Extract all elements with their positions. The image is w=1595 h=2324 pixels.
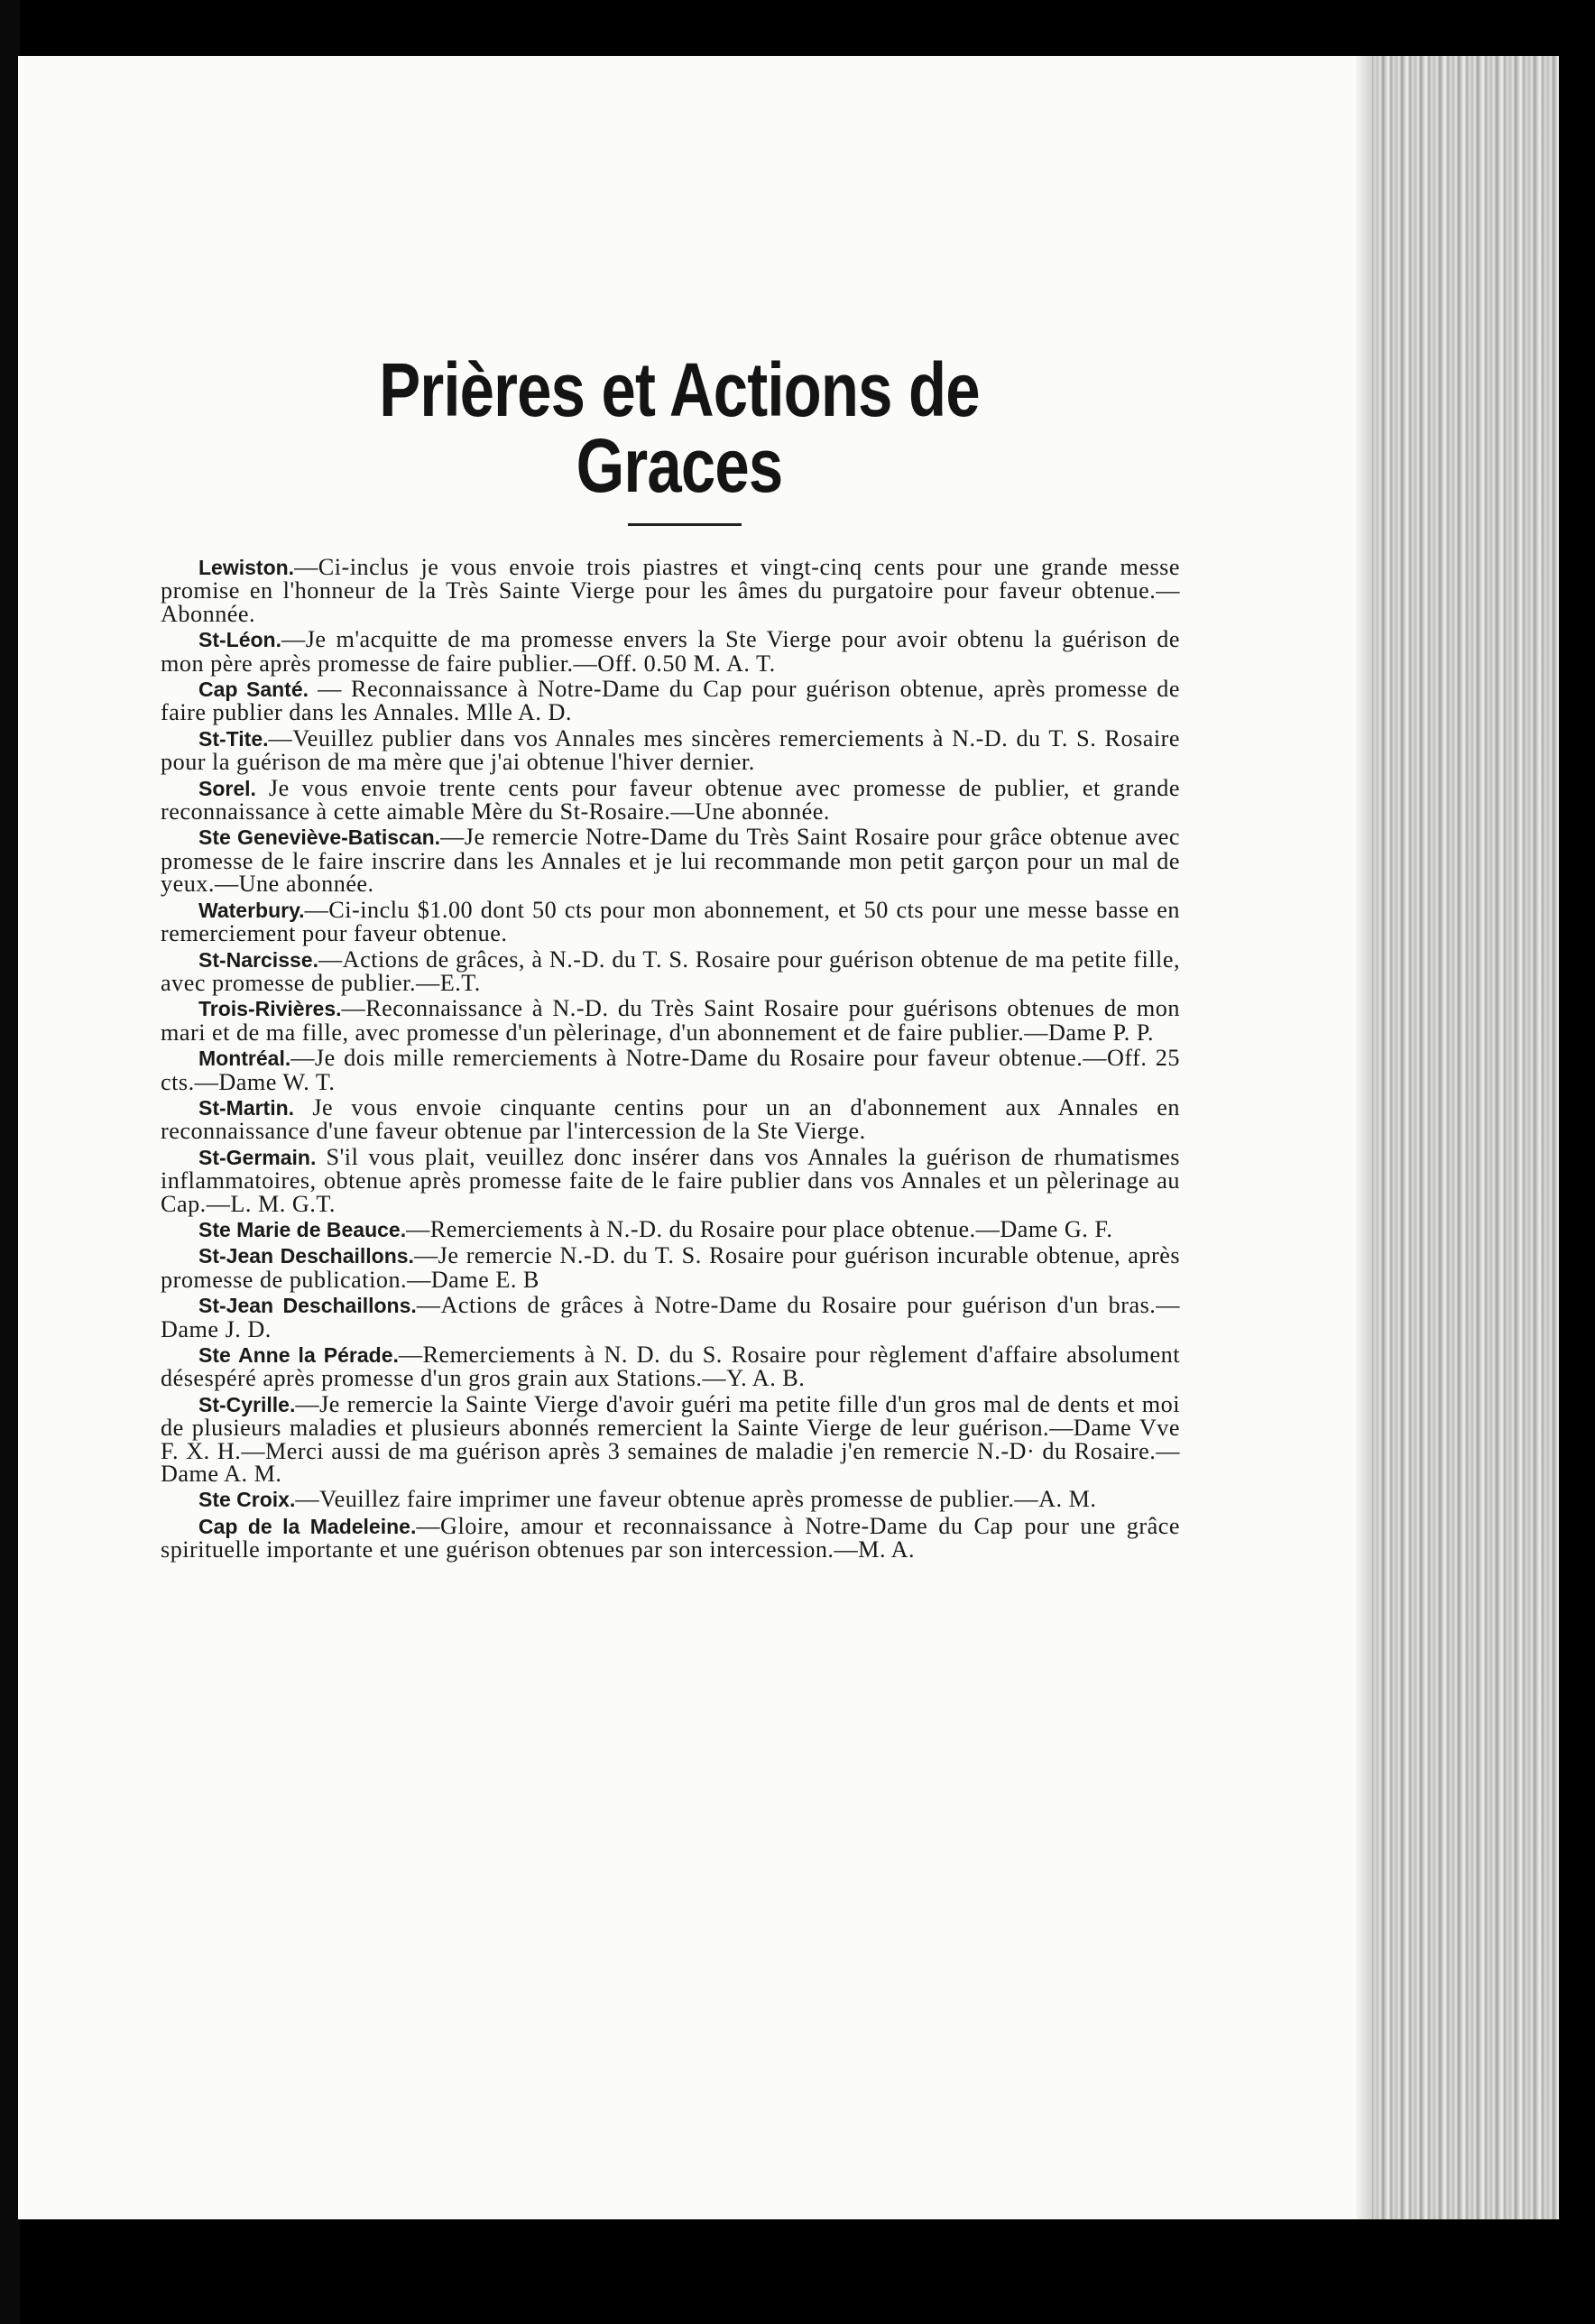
entry-text: —Je remercie Notre-Dame du Très Saint Rosaire pour grâce obtenue avec promesse de le faire inscrire dans les Annales et je lui recommande mon petit garçon pour un mal de yeux.—Une abonnée. — [161, 824, 1181, 898]
page-title: Prières et Actions de Graces — [379, 347, 980, 508]
entry-place: Montréal. — [198, 1047, 291, 1071]
entry-place: St-Cyrille. — [198, 1392, 296, 1416]
entry-place: Ste Anne la Pérade. — [198, 1343, 399, 1367]
entry — [161, 1294, 1180, 1341]
entry-text: —Veuillez faire imprimer une faveur obtenue après promesse de publier.—A. M. — [295, 1486, 1097, 1513]
entry-text: —Ci-inclu $1.00 dont 50 cts pour mon abonnement, et 50 cts pour une messe basse en remerciement pour faveur obtenue. — [161, 896, 1180, 947]
scan-left-border — [0, 0, 20, 2324]
entry-text: —Remerciements à N. D. du S. Rosaire pour règlement d'affaire absolument désespéré après promesse d'un gros grain aux Stations.—Y. A. B. — [161, 1342, 1180, 1392]
entry-text: —Reconnaissance à N.-D. du Très Saint Rosaire pour guérisons obtenues de mon mari et de ma fille, avec promesse d'un pèlerinage, d'un abonnement et de faire publier.—Dame P. P. — [161, 995, 1180, 1046]
page-edges-stack — [1356, 56, 1559, 2219]
entry — [161, 724, 1180, 776]
entry — [161, 1512, 1180, 1563]
entry-text: —Gloire, amour et reconnaissance à Notre-Dame du Cap pour une grâce spirituelle importante et une guérison obtenues par son intercession.—M. A. — [161, 1512, 1180, 1563]
entry-place: Ste Geneviève-Batiscan. — [198, 825, 441, 850]
entry — [161, 1390, 1180, 1488]
entry — [161, 824, 1181, 898]
entry-place: Trois-Rivières. — [198, 997, 342, 1021]
entry-text: —Je m'acquitte de ma promesse envers la Ste Vierge pour avoir obtenu la guérison de mon père après promesse de faire publier.—Off. 0.50 M. A. T. — [161, 626, 1180, 677]
entry-text: S'il vous plait, veuillez donc insérer dans vos Annales la guérison de rhumatismes inflammatoires, obtenue après promesse faite de le faire publier dans vos Annales et un pèlerinage au Cap.—L. M. G.T. — [161, 1143, 1180, 1217]
entry-text: Je vous envoie cinquante centins pour un an d'abonnement aux Annales en reconnaissance d'une faveur obtenue par l'intercession de la Ste Vierge. — [161, 1093, 1180, 1145]
entry-text: Je vous envoie trente cents pour faveur obtenue avec promesse de publier, et grande reconnaissance à cette aimable Mère du St-Rosaire.—Une abonnée. — [161, 774, 1180, 825]
entry-text: —Je dois mille remerciements à Notre-Dame du Rosaire pour faveur obtenue.—Off. 25 cts.—Dame W. T. — [161, 1045, 1180, 1095]
entry-place: St-Narcisse. — [198, 947, 318, 972]
entry — [161, 774, 1180, 825]
entry-place: Sorel. — [198, 776, 256, 800]
entry-text: —Actions de grâces, à N.-D. du T. S. Rosaire pour guérison obtenue de ma petite fille, avec promesse de publier.—E.T. — [161, 945, 1180, 996]
entry-place: St-Jean Deschaillons. — [198, 1294, 417, 1318]
entry-place: Lewiston. — [198, 556, 295, 579]
entry-text: —Je remercie N.-D. du T. S. Rosaire pour guérison incurable obtenue, après promesse de publication.—Dame E. B — [161, 1242, 1181, 1293]
entry-place: Ste Croix. — [198, 1488, 296, 1512]
entries-list — [161, 556, 1180, 1564]
entry-place: St-Jean Deschaillons. — [198, 1244, 414, 1268]
entry — [161, 1488, 1180, 1511]
entry-text: —Ci-inclus je vous envoie trois piastres et vingt-cinq cents pour une grande messe promise en l'honneur de la Très Sainte Vierge pour les âmes du purgatoire pour faveur obtenue.—Abonnée. — [161, 554, 1180, 627]
entry — [161, 997, 1180, 1044]
entry — [161, 896, 1180, 947]
entry-place: St-Germain. — [198, 1145, 317, 1169]
entry — [161, 1047, 1180, 1093]
entry — [161, 1143, 1180, 1217]
entry-place: Cap de la Madeleine. — [198, 1514, 417, 1538]
entry-place: St-Léon. — [198, 628, 281, 652]
entry-text: —Remerciements à N.-D. du Rosaire pour place obtenue.—Dame G. F. — [406, 1215, 1113, 1242]
entry-place: Waterbury. — [198, 898, 305, 922]
entry — [161, 1244, 1180, 1291]
entry-place: St-Tite. — [198, 726, 269, 751]
entry-text: —Veuillez publier dans vos Annales mes sincères remerciements à N.-D. du T. S. Rosaire pour la guérison de ma mère que j'ai obtenue l'hiver dernier. — [161, 724, 1180, 776]
entry — [161, 1093, 1180, 1145]
entry-place: Cap Santé. — [198, 678, 309, 702]
entry-text: —Actions de grâces à Notre-Dame du Rosaire pour guérison d'un bras.—Dame J. D. — [161, 1292, 1180, 1342]
entry — [161, 945, 1180, 996]
entry — [161, 1343, 1180, 1390]
title-divider — [628, 523, 742, 526]
entry — [161, 556, 1180, 625]
entry-text: —Je remercie la Sainte Vierge d'avoir guéri ma petite fille d'un gros mal de dents et moi de plusieurs maladies et plusieurs abonnés remercient la Sainte Vierge de leur guérison.—Dame Vve F. X. H.—Merci aussi de ma guérison après 3 semaines de maladie j'en remercie N.-D· du Rosaire.—Dame A. M. — [161, 1390, 1180, 1488]
entry — [161, 1215, 1180, 1242]
entry — [161, 678, 1180, 724]
entry — [161, 628, 1180, 675]
entry-place: Ste Marie de Beauce. — [198, 1217, 407, 1241]
entry-text: — Reconnaissance à Notre-Dame du Cap pour guérison obtenue, après promesse de faire publier dans les Annales. Mlle A. D. — [161, 676, 1180, 726]
entry-place: St-Martin. — [198, 1095, 295, 1120]
